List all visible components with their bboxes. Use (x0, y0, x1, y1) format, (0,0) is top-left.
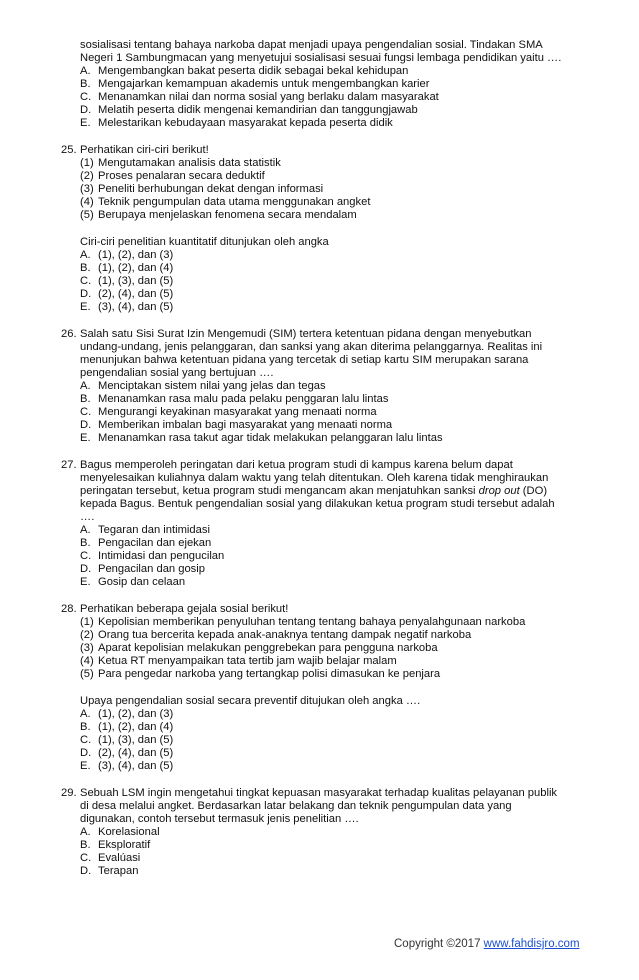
item-text: Orang tua bercerita kepada anak-anaknya tentang dampak negatif narkoba (98, 629, 472, 641)
question-text: sosialisasi tentang bahaya narkoba dapat menjadi upaya pengendalian sosial. Tindakan SMA (80, 39, 543, 51)
option-label: E. (80, 301, 91, 313)
question-text: menyelesaikan kuliahnya dalam waktu yang telah ditentukan. Oleh karena tidak menghiraukan (80, 472, 549, 484)
option-text: (1), (3), dan (5) (98, 734, 174, 746)
option-text: Melatih peserta didik mengenai kemandirian dan tanggungjawab (98, 104, 418, 116)
option-label: B. (80, 262, 91, 274)
option-text: Tegaran dan intimidasi (98, 524, 210, 536)
option-text: Korelasional (98, 826, 160, 838)
option-label: B. (80, 839, 91, 851)
item-label: (2) (80, 629, 94, 641)
item-label: (4) (80, 655, 94, 667)
option-label: C. (80, 550, 92, 562)
option-label: C. (80, 406, 92, 418)
option-label: D. (80, 419, 92, 431)
option-label: C. (80, 852, 92, 864)
item-label: (2) (80, 170, 94, 182)
item-text: Kepolisian memberikan penyuluhan tentang tentang bahaya penyalahgunaan narkoba (98, 616, 526, 628)
option-text: Memberikan imbalan bagi masyarakat yang menaati norma (98, 419, 393, 431)
emphasized-term: drop out (478, 485, 520, 497)
option-text: (1), (2), dan (3) (98, 249, 174, 261)
question-text: Sebuah LSM ingin mengetahui tingkat kepuasan masyarakat terhadap kualitas pelayanan publik (80, 787, 558, 799)
option-text: Mengembangkan bakat peserta didik sebagai bekal kehidupan (98, 65, 409, 77)
question-number: 25. (61, 144, 77, 156)
option-text: Melestarikan kebudayaan masyarakat kepada peserta didik (98, 117, 393, 129)
item-text: Aparat kepolisian melakukan penggrebekan para pengguna narkoba (98, 642, 438, 654)
option-label: B. (80, 393, 91, 405)
option-text: (1), (3), dan (5) (98, 275, 174, 287)
item-label: (5) (80, 668, 94, 680)
option-text: Mengajarkan kemampuan akademis untuk mengembangkan karier (98, 78, 430, 90)
option-text: Mengurangi keyakinan masyarakat yang menaati norma (98, 406, 377, 418)
option-text: Pengacilan dan gosip (98, 563, 205, 575)
option-label: D. (80, 563, 92, 575)
item-text: Para pengedar narkoba yang tertangkap polisi dimasukan ke penjara (98, 668, 441, 680)
option-label: A. (80, 826, 91, 838)
item-text: Ketua RT menyampaikan tata tertib jam wajib belajar malam (98, 655, 397, 667)
question-stem: Ciri-ciri penelitian kuantitatif ditunjukan oleh angka (80, 236, 329, 248)
option-text: Evalúasi (98, 852, 141, 864)
website-link[interactable]: www.fahdisjro.com (483, 938, 580, 950)
option-text: Menanamkan rasa malu pada pelaku penggaran lalu lintas (98, 393, 389, 405)
option-text: Menciptakan sistem nilai yang jelas dan tegas (98, 380, 326, 392)
item-text: Peneliti berhubungan dekat dengan informasi (98, 183, 324, 195)
option-text: Menanamkan rasa takut agar tidak melakukan pelanggaran lalu lintas (98, 432, 443, 444)
question-text-part: (DO) (519, 485, 548, 497)
question-text: kepada Bagus. Bentuk pengendalian sosial yang dilakukan ketua program studi tersebut adalah (80, 498, 555, 510)
question-text (80, 485, 547, 498)
item-text: Mengutamakan analisis data statistik (98, 157, 281, 169)
question-text: Negeri 1 Sambungmacan yang menyetujui sosialisasi sesuai fungsi lembaga pendidikan yaitu …. (80, 52, 562, 64)
option-text: (1), (2), dan (4) (98, 721, 174, 733)
option-label: D. (80, 288, 92, 300)
option-label: E. (80, 760, 91, 772)
option-label: C. (80, 91, 92, 103)
option-label: A. (80, 524, 91, 536)
option-text: Terapan (98, 865, 139, 877)
option-text: (2), (4), dan (5) (98, 288, 174, 300)
question-text: …. (80, 511, 95, 523)
copyright-text: Copyright ©2017 (394, 938, 484, 950)
question-text: pengendalian sosial yang bertujuan …. (80, 367, 274, 379)
question-text: di desa melalui angket. Berdasarkan latar belakang dan teknik pengumpulan data yang (80, 800, 512, 812)
footer (394, 938, 580, 951)
option-label: E. (80, 117, 91, 129)
option-label: A. (80, 65, 91, 77)
option-label: E. (80, 576, 91, 588)
item-text: Proses penalaran secara deduktif (98, 170, 265, 182)
option-label: A. (80, 380, 91, 392)
option-text: Pengacilan dan ejekan (98, 537, 212, 549)
question-stem: Upaya pengendalian sosial secara preventif ditujukan oleh angka …. (80, 695, 421, 707)
question-text: undang-undang, jenis pelanggaran, dan sanksi yang akan diterima pelanggarnya. Realitas ini (80, 341, 543, 353)
option-label: B. (80, 537, 91, 549)
item-label: (3) (80, 183, 94, 195)
option-text: (3), (4), dan (5) (98, 760, 174, 772)
option-label: B. (80, 78, 91, 90)
question-text-part: peringatan tersebut, ketua program studi mengancam akan menjatuhkan sanksi (80, 485, 479, 497)
item-label: (1) (80, 157, 94, 169)
option-label: E. (80, 432, 91, 444)
question-text: Salah satu Sisi Surat Izin Mengemudi (SIM) tertera ketentuan pidana dengan menyebutkan (80, 328, 532, 340)
item-label: (5) (80, 209, 94, 221)
question-number: 28. (61, 603, 77, 615)
item-text: Berupaya menjelaskan fenomena secara mendalam (98, 209, 357, 221)
option-text: Eksploratif (98, 839, 151, 851)
option-text: (2), (4), dan (5) (98, 747, 174, 759)
option-text: (1), (2), dan (3) (98, 708, 174, 720)
item-label: (3) (80, 642, 94, 654)
option-text: (1), (2), dan (4) (98, 262, 174, 274)
option-label: C. (80, 275, 92, 287)
option-text: Intimidasi dan pengucilan (98, 550, 225, 562)
option-text: Gosip dan celaan (98, 576, 186, 588)
question-text: Perhatikan beberapa gejala sosial berikut! (80, 603, 289, 615)
question-text: Bagus memperoleh peringatan dari ketua program studi di kampus karena belum dapat (80, 459, 513, 471)
item-label: (1) (80, 616, 94, 628)
question-number: 26. (61, 328, 77, 340)
item-label: (4) (80, 196, 94, 208)
option-label: D. (80, 104, 92, 116)
option-label: B. (80, 721, 91, 733)
option-label: A. (80, 249, 91, 261)
question-text: digunakan, contoh tersebut termasuk jenis penelitian …. (80, 813, 359, 825)
question-text: Perhatikan ciri-ciri berikut! (80, 144, 209, 156)
question-text: menunjukan bahwa ketentuan pidana yang tercetak di setiap kartu SIM merupakan sarana (80, 354, 529, 366)
question-number: 29. (61, 787, 77, 799)
option-label: C. (80, 734, 92, 746)
option-label: A. (80, 708, 91, 720)
option-text: Menanamkan nilai dan norma sosial yang berlaku dalam masyarakat (98, 91, 439, 103)
option-label: D. (80, 747, 92, 759)
option-label: D. (80, 865, 92, 877)
option-text: (3), (4), dan (5) (98, 301, 174, 313)
item-text: Teknik pengumpulan data utama menggunakan angket (98, 196, 371, 208)
question-number: 27. (61, 459, 77, 471)
